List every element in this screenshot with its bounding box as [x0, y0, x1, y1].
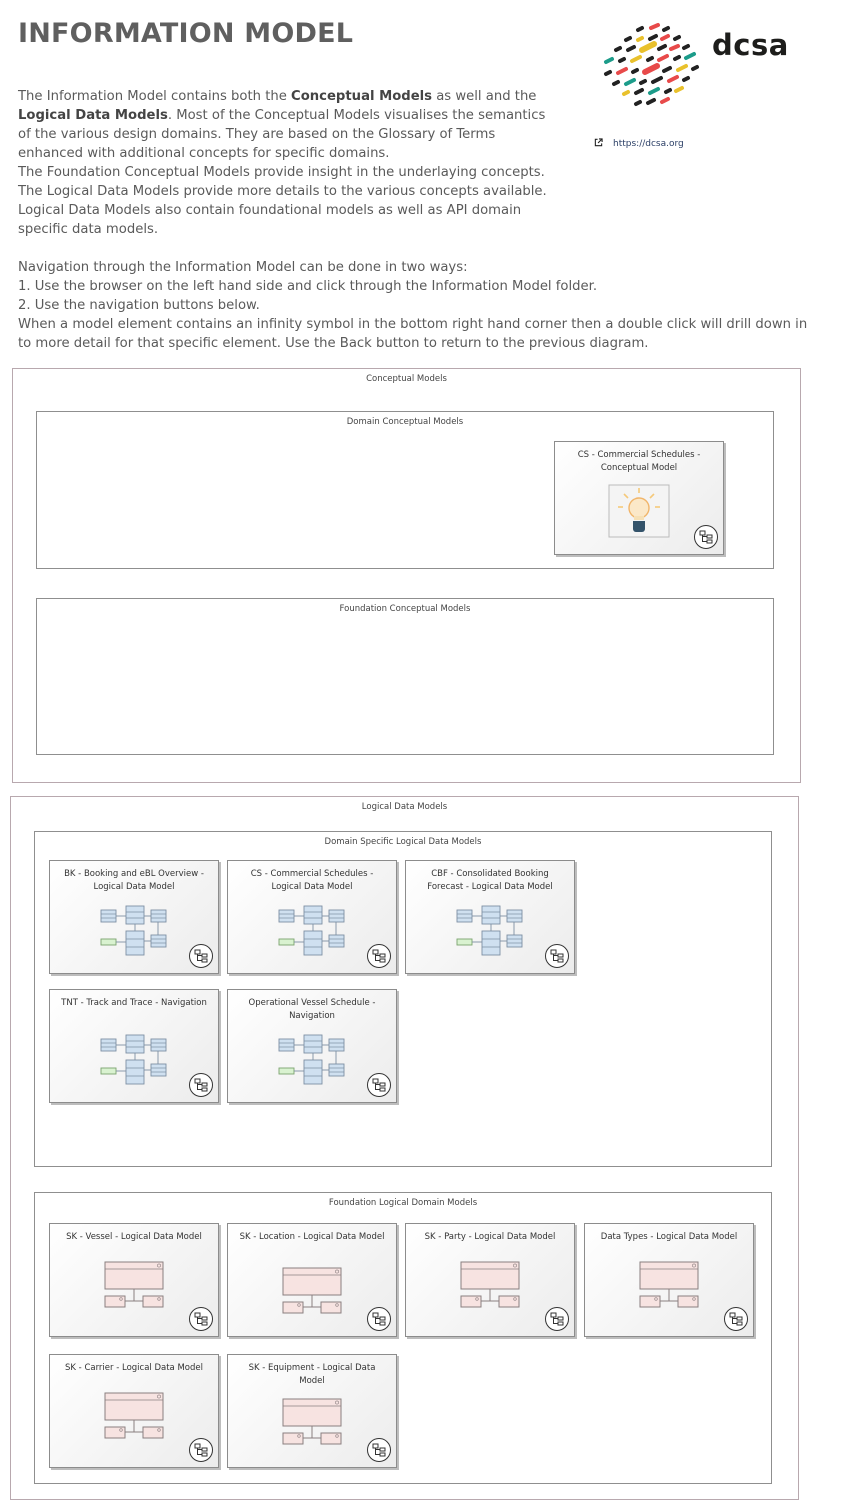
element-sk-equipment[interactable] [227, 1354, 397, 1468]
drill-down-icon[interactable] [367, 1307, 391, 1331]
class-diagram-icon [99, 905, 169, 957]
element-label: CS - Commercial Schedules - Conceptual Model [577, 450, 701, 473]
drill-down-icon[interactable] [545, 1307, 569, 1331]
drill-down-icon[interactable] [367, 1438, 391, 1462]
element-cs-conceptual-model[interactable] [554, 441, 724, 555]
element-cbf-consolidated-booking[interactable] [405, 860, 575, 974]
element-sk-location[interactable] [227, 1223, 397, 1337]
intro-paragraph-3: The Logical Data Models provide more details to the various concepts available. [18, 184, 547, 199]
drill-down-icon[interactable] [367, 1073, 391, 1097]
foundation-conceptual-models-package [36, 598, 774, 755]
package-label: Logical Data Models [361, 802, 448, 812]
intro-paragraph-4: Logical Data Models also contain foundational models as well as API domain specific data models. [18, 203, 522, 237]
element-cs-commercial-schedules-ldm[interactable] [227, 860, 397, 974]
package-label: Foundation Conceptual Models [339, 604, 471, 614]
class-diagram-icon [280, 1266, 344, 1316]
domain-specific-logical-models-package [34, 831, 772, 1167]
conceptual-models-package [12, 368, 801, 783]
navigation-step-1: 1. Use the browser on the left hand side and click through the Information Model folder. [18, 279, 598, 294]
link-text[interactable]: https://dcsa.org [613, 139, 684, 149]
element-sk-carrier[interactable] [49, 1354, 219, 1468]
navigation-note: When a model element contains an infinity symbol in the bottom right hand corner then a double click will drill down in to more detail for that specific element. Use the Back button to return to the previous diagram. [18, 317, 808, 351]
element-bk-booking-ebl[interactable] [49, 860, 219, 974]
element-label: BK - Booking and eBL Overview - Logical Data Model [64, 869, 204, 892]
element-tnt-track-and-trace[interactable] [49, 989, 219, 1103]
intro-text [18, 87, 808, 353]
class-diagram-icon [637, 1260, 701, 1310]
lightbulb-icon [608, 484, 670, 538]
drill-down-icon[interactable] [367, 944, 391, 968]
element-label: Data Types - Logical Data Model [600, 1232, 738, 1242]
package-label: Conceptual Models [366, 374, 447, 384]
drill-down-icon[interactable] [694, 525, 718, 549]
element-data-types[interactable] [584, 1223, 754, 1337]
navigation-intro: Navigation through the Information Model can be done in two ways: [18, 260, 468, 275]
element-label: SK - Equipment - Logical Data Model [248, 1363, 376, 1386]
foundation-logical-domain-models-package [34, 1192, 772, 1484]
element-label: Operational Vessel Schedule - Navigation [248, 998, 376, 1021]
class-diagram-icon [102, 1260, 166, 1310]
intro-paragraph-1: The Information Model contains both the Conceptual Models as well and the Logical Data Models. Most of the Conceptual Models visualises the semantics of the various design domains. They are based on the Glossary of Terms enhanced with additional concepts for specific domains. [18, 89, 546, 161]
drill-down-icon[interactable] [189, 1073, 213, 1097]
element-label: TNT - Track and Trace - Navigation [61, 998, 207, 1008]
element-sk-vessel[interactable] [49, 1223, 219, 1337]
class-diagram-icon [277, 905, 347, 957]
element-sk-party[interactable] [405, 1223, 575, 1337]
class-diagram-icon [280, 1397, 344, 1447]
drill-down-icon[interactable] [724, 1307, 748, 1331]
element-label: SK - Carrier - Logical Data Model [65, 1363, 203, 1373]
drill-down-icon[interactable] [189, 1438, 213, 1462]
element-operational-vessel-schedule[interactable] [227, 989, 397, 1103]
package-label: Domain Specific Logical Data Models [324, 837, 482, 847]
class-diagram-icon [99, 1034, 169, 1086]
package-label: Foundation Logical Domain Models [328, 1198, 478, 1208]
element-label: CBF - Consolidated Booking Forecast - Logical Data Model [427, 869, 553, 892]
logo-wordmark: dcsa [712, 28, 789, 62]
drill-down-icon[interactable] [545, 944, 569, 968]
element-label: SK - Party - Logical Data Model [424, 1232, 556, 1242]
class-diagram-icon [277, 1034, 347, 1086]
logical-data-models-package [10, 796, 799, 1500]
drill-down-icon[interactable] [189, 944, 213, 968]
class-diagram-icon [455, 905, 525, 957]
navigation-step-2: 2. Use the navigation buttons below. [18, 298, 260, 313]
element-label: SK - Location - Logical Data Model [239, 1232, 385, 1242]
drill-down-icon[interactable] [189, 1307, 213, 1331]
element-label: SK - Vessel - Logical Data Model [66, 1232, 202, 1242]
package-label: Domain Conceptual Models [346, 417, 464, 427]
class-diagram-icon [102, 1391, 166, 1441]
class-diagram-icon [458, 1260, 522, 1310]
element-label: CS - Commercial Schedules - Logical Data Model [250, 869, 374, 892]
domain-conceptual-models-package [36, 411, 774, 569]
page-title: INFORMATION MODEL [18, 18, 354, 49]
intro-paragraph-2: The Foundation Conceptual Models provide insight in the underlaying concepts. [18, 165, 545, 180]
